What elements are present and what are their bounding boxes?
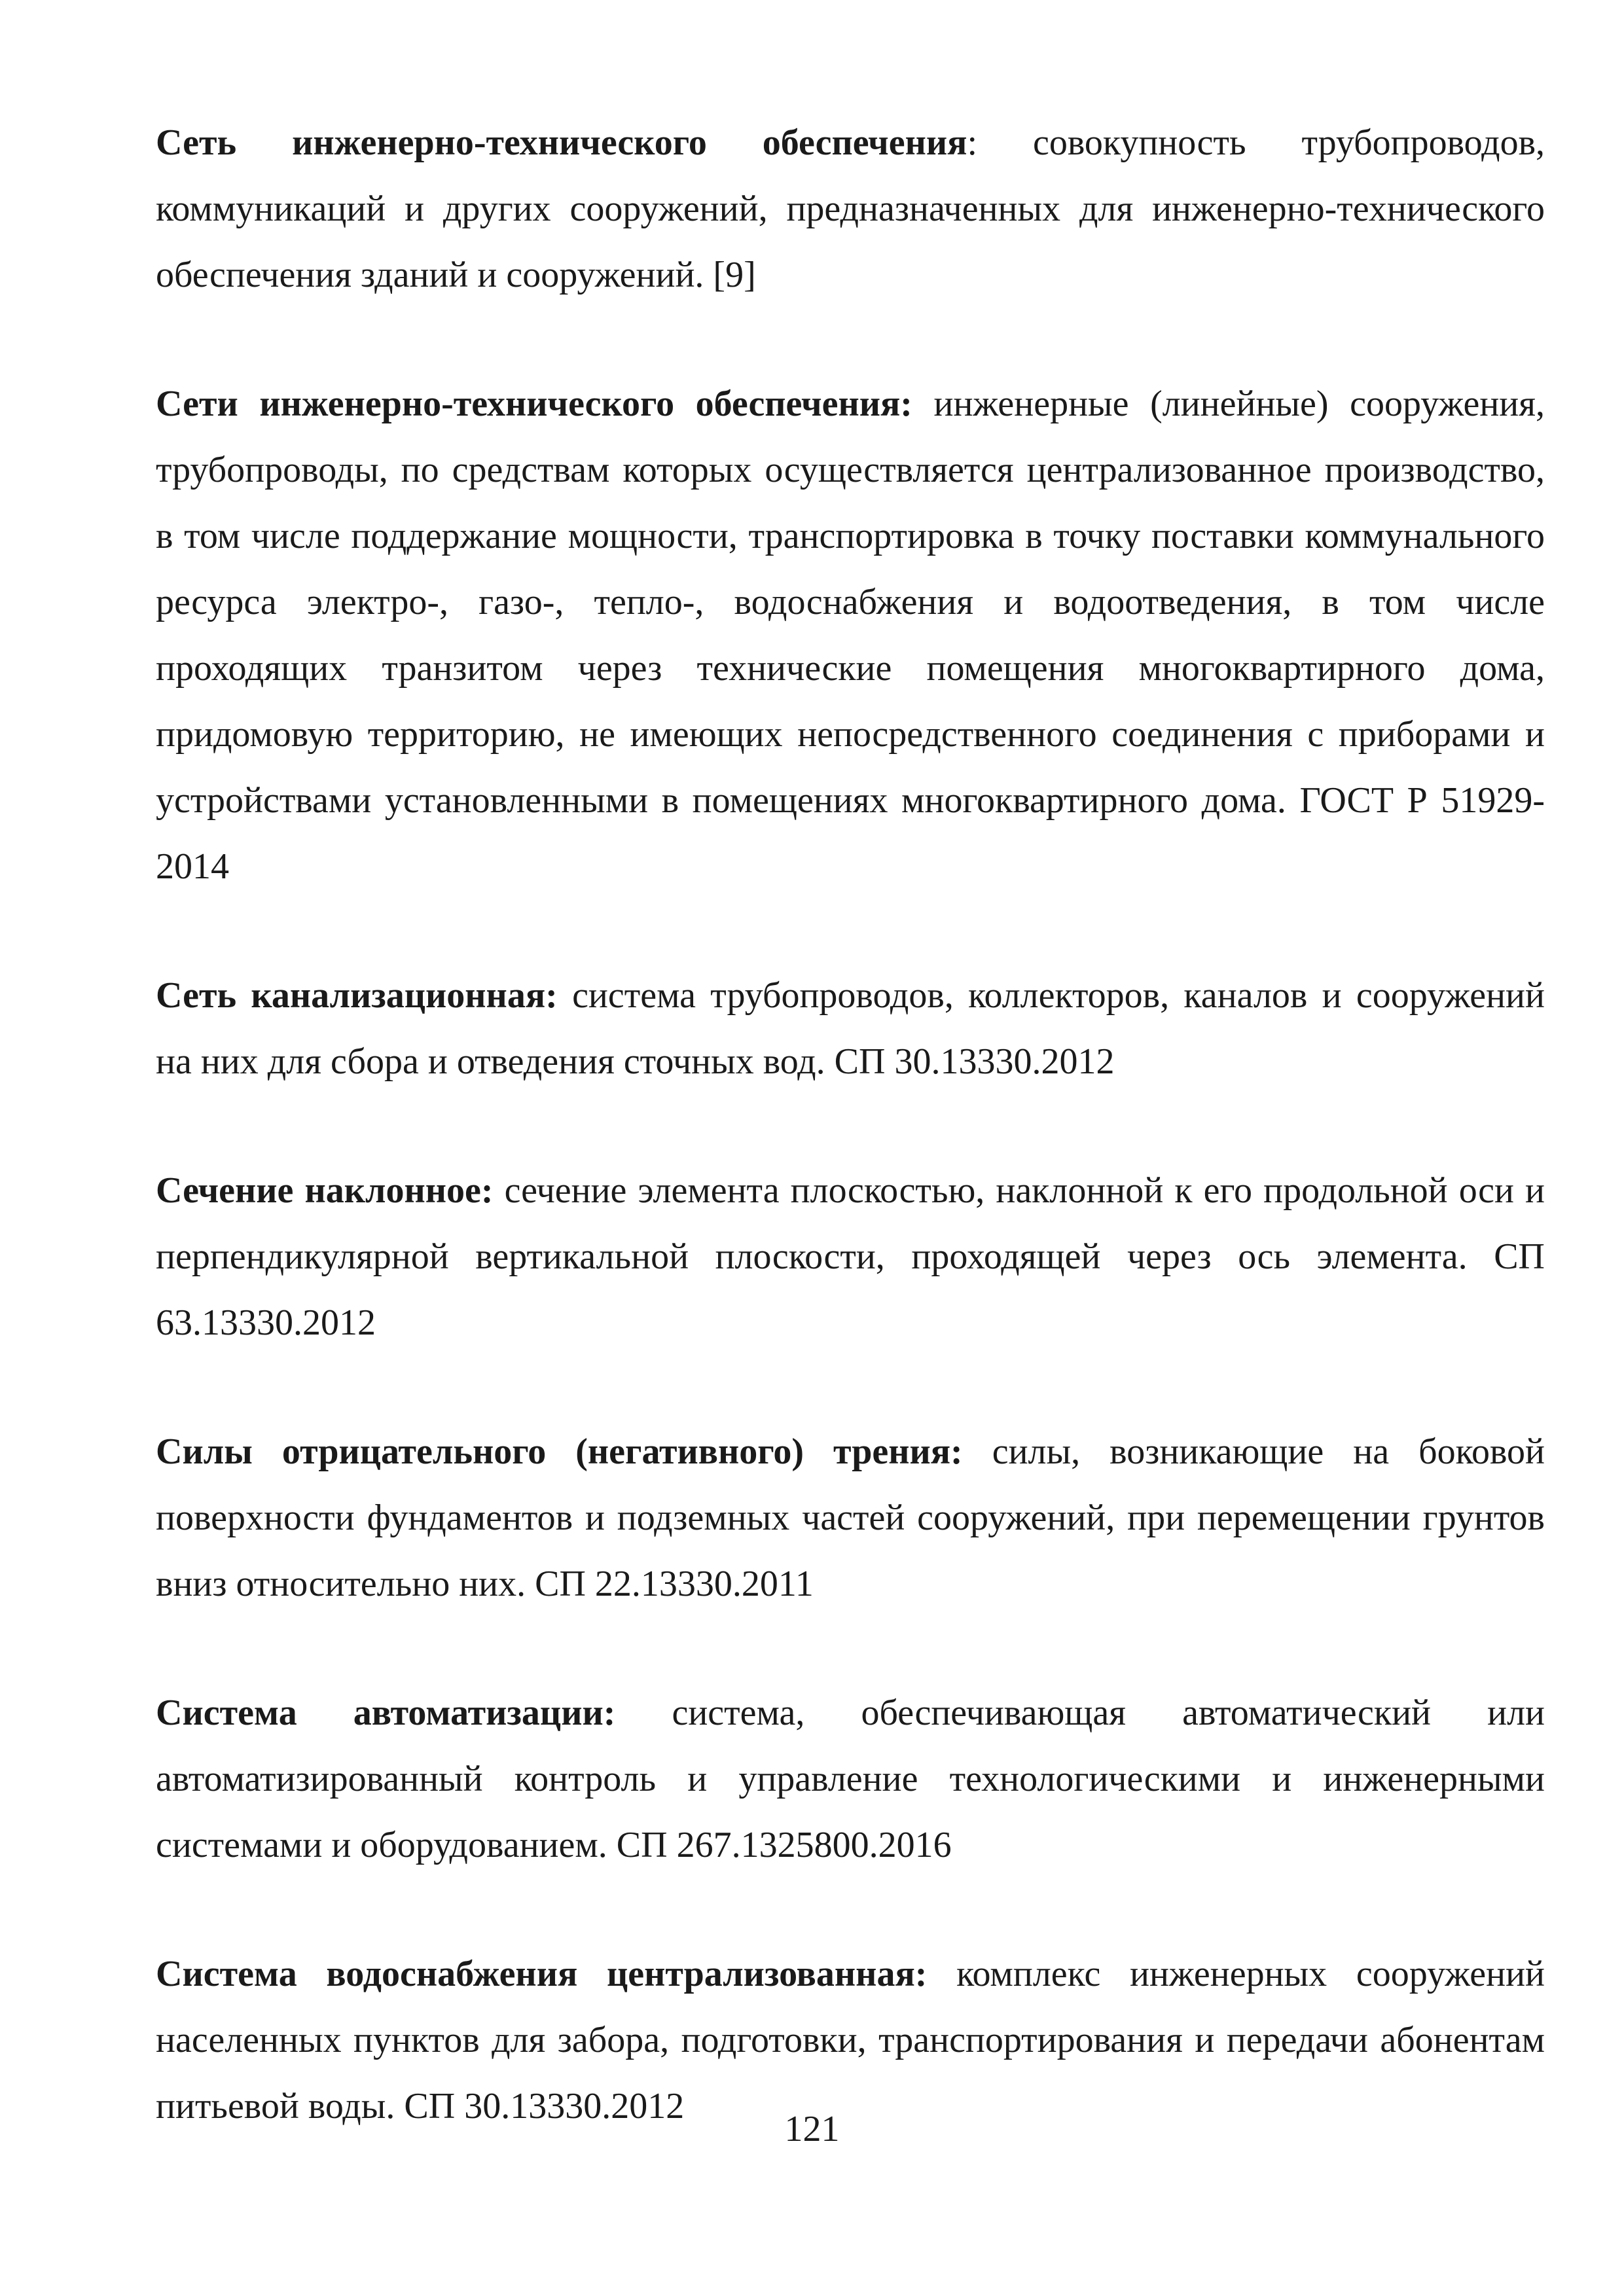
glossary-entry (156, 1419, 1545, 1617)
entry-term: Сеть канализационная: (156, 975, 558, 1016)
entry-definition: силы, возникающие на боковой поверхности фундаментов и подземных частей сооружений, при перемещении грунтов вниз относительно них. СП 22.13330.2011 (156, 1431, 1545, 1604)
entry-term: Силы отрицательного (негативного) трения: (156, 1431, 963, 1472)
entry-separator (558, 975, 572, 1016)
entry-term: Сечение наклонное: (156, 1170, 494, 1211)
entry-definition: сечение элемента плоскостью, наклонной к его продольной оси и перпендикулярной вертикальной плоскости, проходящей через ось элемента. СП 63.13330.2012 (156, 1170, 1545, 1343)
entry-definition: система трубопроводов, коллекторов, каналов и сооружений на них для сбора и отведения сточных вод. СП 30.13330.2012 (156, 975, 1545, 1082)
page-number: 121 (784, 2109, 840, 2149)
entry-definition: система, обеспечивающая автоматический или автоматизированный контроль и управление технологическими и инженерными системами и оборудованием. СП 267.1325800.2016 (156, 1693, 1545, 1865)
entry-definition: совокупность трубопроводов, коммуникаций и других сооружений, предназначенных для инженерно-технического обеспечения зданий и сооружений. [9] (156, 122, 1545, 295)
entry-separator (927, 1954, 956, 1994)
entry-term: Система водоснабжения централизованная: (156, 1954, 928, 1994)
glossary-content (156, 110, 1545, 2202)
glossary-entry (156, 963, 1545, 1095)
entry-separator (912, 384, 934, 424)
entry-term: Сети инженерно-технического обеспечения: (156, 384, 912, 424)
entry-definition: инженерные (линейные) сооружения, трубопроводы, по средствам которых осуществляется централизованное производство, в том числе поддержание мощности, транспортировка в точку поставки коммунального ресурса электро-, газо-, тепло-, водоснабжения и водоотведения, в том числе проходящих транзитом через технические помещения многоквартирного дома, придомовую территорию, не имеющих непосредственного соединения с приборами и устройствами установленными в помещениях многоквартирного дома. ГОСТ Р 51929-2014 (156, 384, 1545, 887)
glossary-entry (156, 371, 1545, 900)
glossary-entry (156, 1680, 1545, 1878)
entry-separator (493, 1170, 504, 1211)
glossary-entry (156, 110, 1545, 308)
glossary-entry (156, 1158, 1545, 1356)
entry-separator (963, 1431, 992, 1472)
entry-separator: : (967, 122, 1033, 163)
entry-separator (615, 1693, 672, 1733)
entry-term: Сеть инженерно-технического обеспечения (156, 122, 967, 163)
entry-term: Система автоматизации: (156, 1693, 616, 1733)
entry-definition: комплекс инженерных сооружений населенных пунктов для забора, подготовки, транспортирования и передачи абонентам питьевой воды. СП 30.13330.2012 (156, 1954, 1545, 2126)
